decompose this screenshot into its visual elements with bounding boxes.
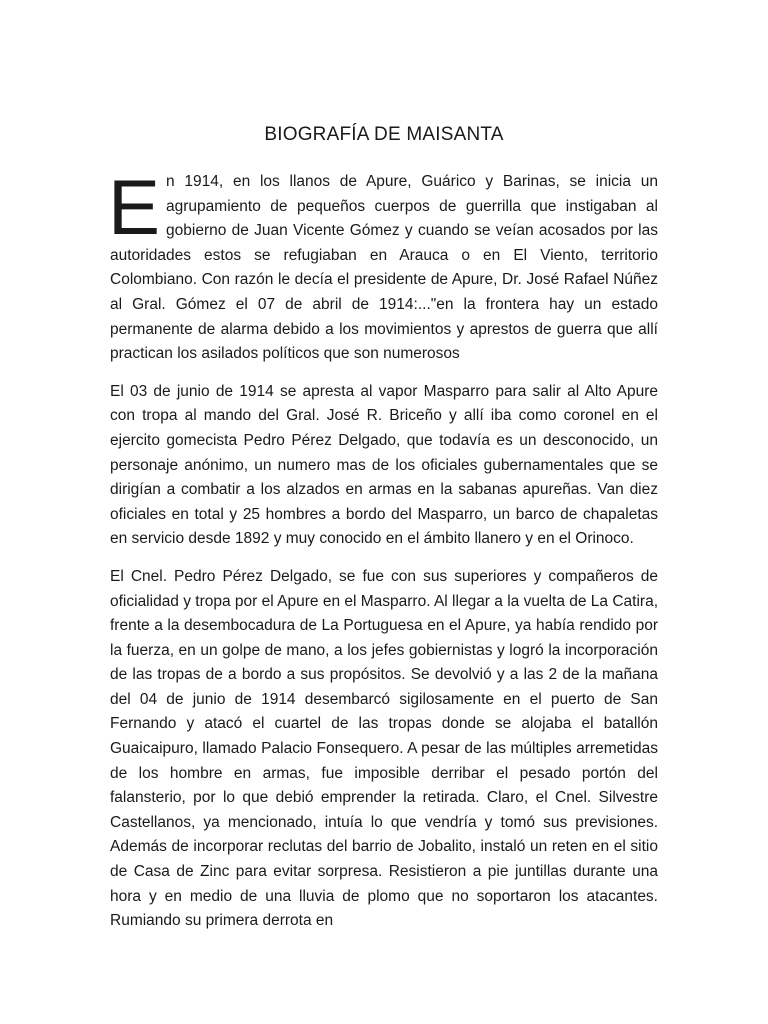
paragraph-2-text: El 03 de junio de 1914 se apresta al vapor Masparro para salir al Alto Apure con tropa al mando del Gral. José R. Briceño y allí iba como coronel en el ejercito gomecista Pedro Pérez Delgado, que todavía es un desconocido, un personaje anónimo, un numero mas de los oficiales gubernamentales que se dirigían a combatir a los alzados en armas en la sabanas apureñas. Van diez oficiales en total y 25 hombres a bordo del Masparro, un barco de chapaletas en servicio desde 1892 y muy conocido en el ámbito llanero y en el Orinoco. <box>110 382 658 548</box>
paragraph-3-text: El Cnel. Pedro Pérez Delgado, se fue con sus superiores y compañeros de oficialidad y tropa por el Apure en el Masparro. Al llegar a la vuelta de La Catira, frente a la desembocadura de La Portuguesa en el Apure, ya había rendido por la fuerza, en un golpe de mano, a los jefes gobiernistas y logró la incorporación de las tropas de a bordo a sus propósitos. Se devolvió y a las 2 de la mañana del 04 de junio de 1914 desembarcó sigilosamente en el puerto de San Fernando y atacó el cuartel de las tropas donde se alojaba el batallón Guaicaipuro, llamado Palacio Fonsequero. A pesar de las múltiples arremetidas de los hombre en armas, fue imposible derribar el pesado portón del falansterio, por lo que debió emprender la retirada. Claro, el Cnel. Silvestre Castellanos, ya mencionado, intuía lo que vendría y tomó sus previsiones. Además de incorporar reclutas del barrio de Jobalito, instaló un reten en el sitio de Casa de Zinc para evitar sorpresa. Resistieron a pie juntillas durante una hora y en medio de una lluvia de plomo que no soportaron los atacantes. Rumiando su primera derrota en <box>110 567 658 930</box>
paragraph-3 <box>110 565 658 934</box>
document-body <box>108 163 658 947</box>
paragraph-1-text: n 1914, en los llanos de Apure, Guárico y Barinas, se inicia un agrupamiento de pequeños cuerpos de guerrilla que instigaban al gobierno de Juan Vicente Gómez y cuando se veían acosados por las autoridades estos se refugiaban en Arauca o en El Viento, territorio Colombiano. Con razón le decía el presidente de Apure, Dr. José Rafael Núñez al Gral. Gómez el 07 de abril de 1914:..."en la frontera hay un estado permanente de alarma debido a los movimientos y aprestos de guerra que allí practican los asilados políticos que son numerosos <box>110 173 658 363</box>
document-title: BIOGRAFÍA DE MAISANTA <box>264 124 504 145</box>
paragraph-1 <box>108 163 658 367</box>
paragraph-2 <box>110 380 658 552</box>
drop-cap-letter: E <box>108 163 161 251</box>
